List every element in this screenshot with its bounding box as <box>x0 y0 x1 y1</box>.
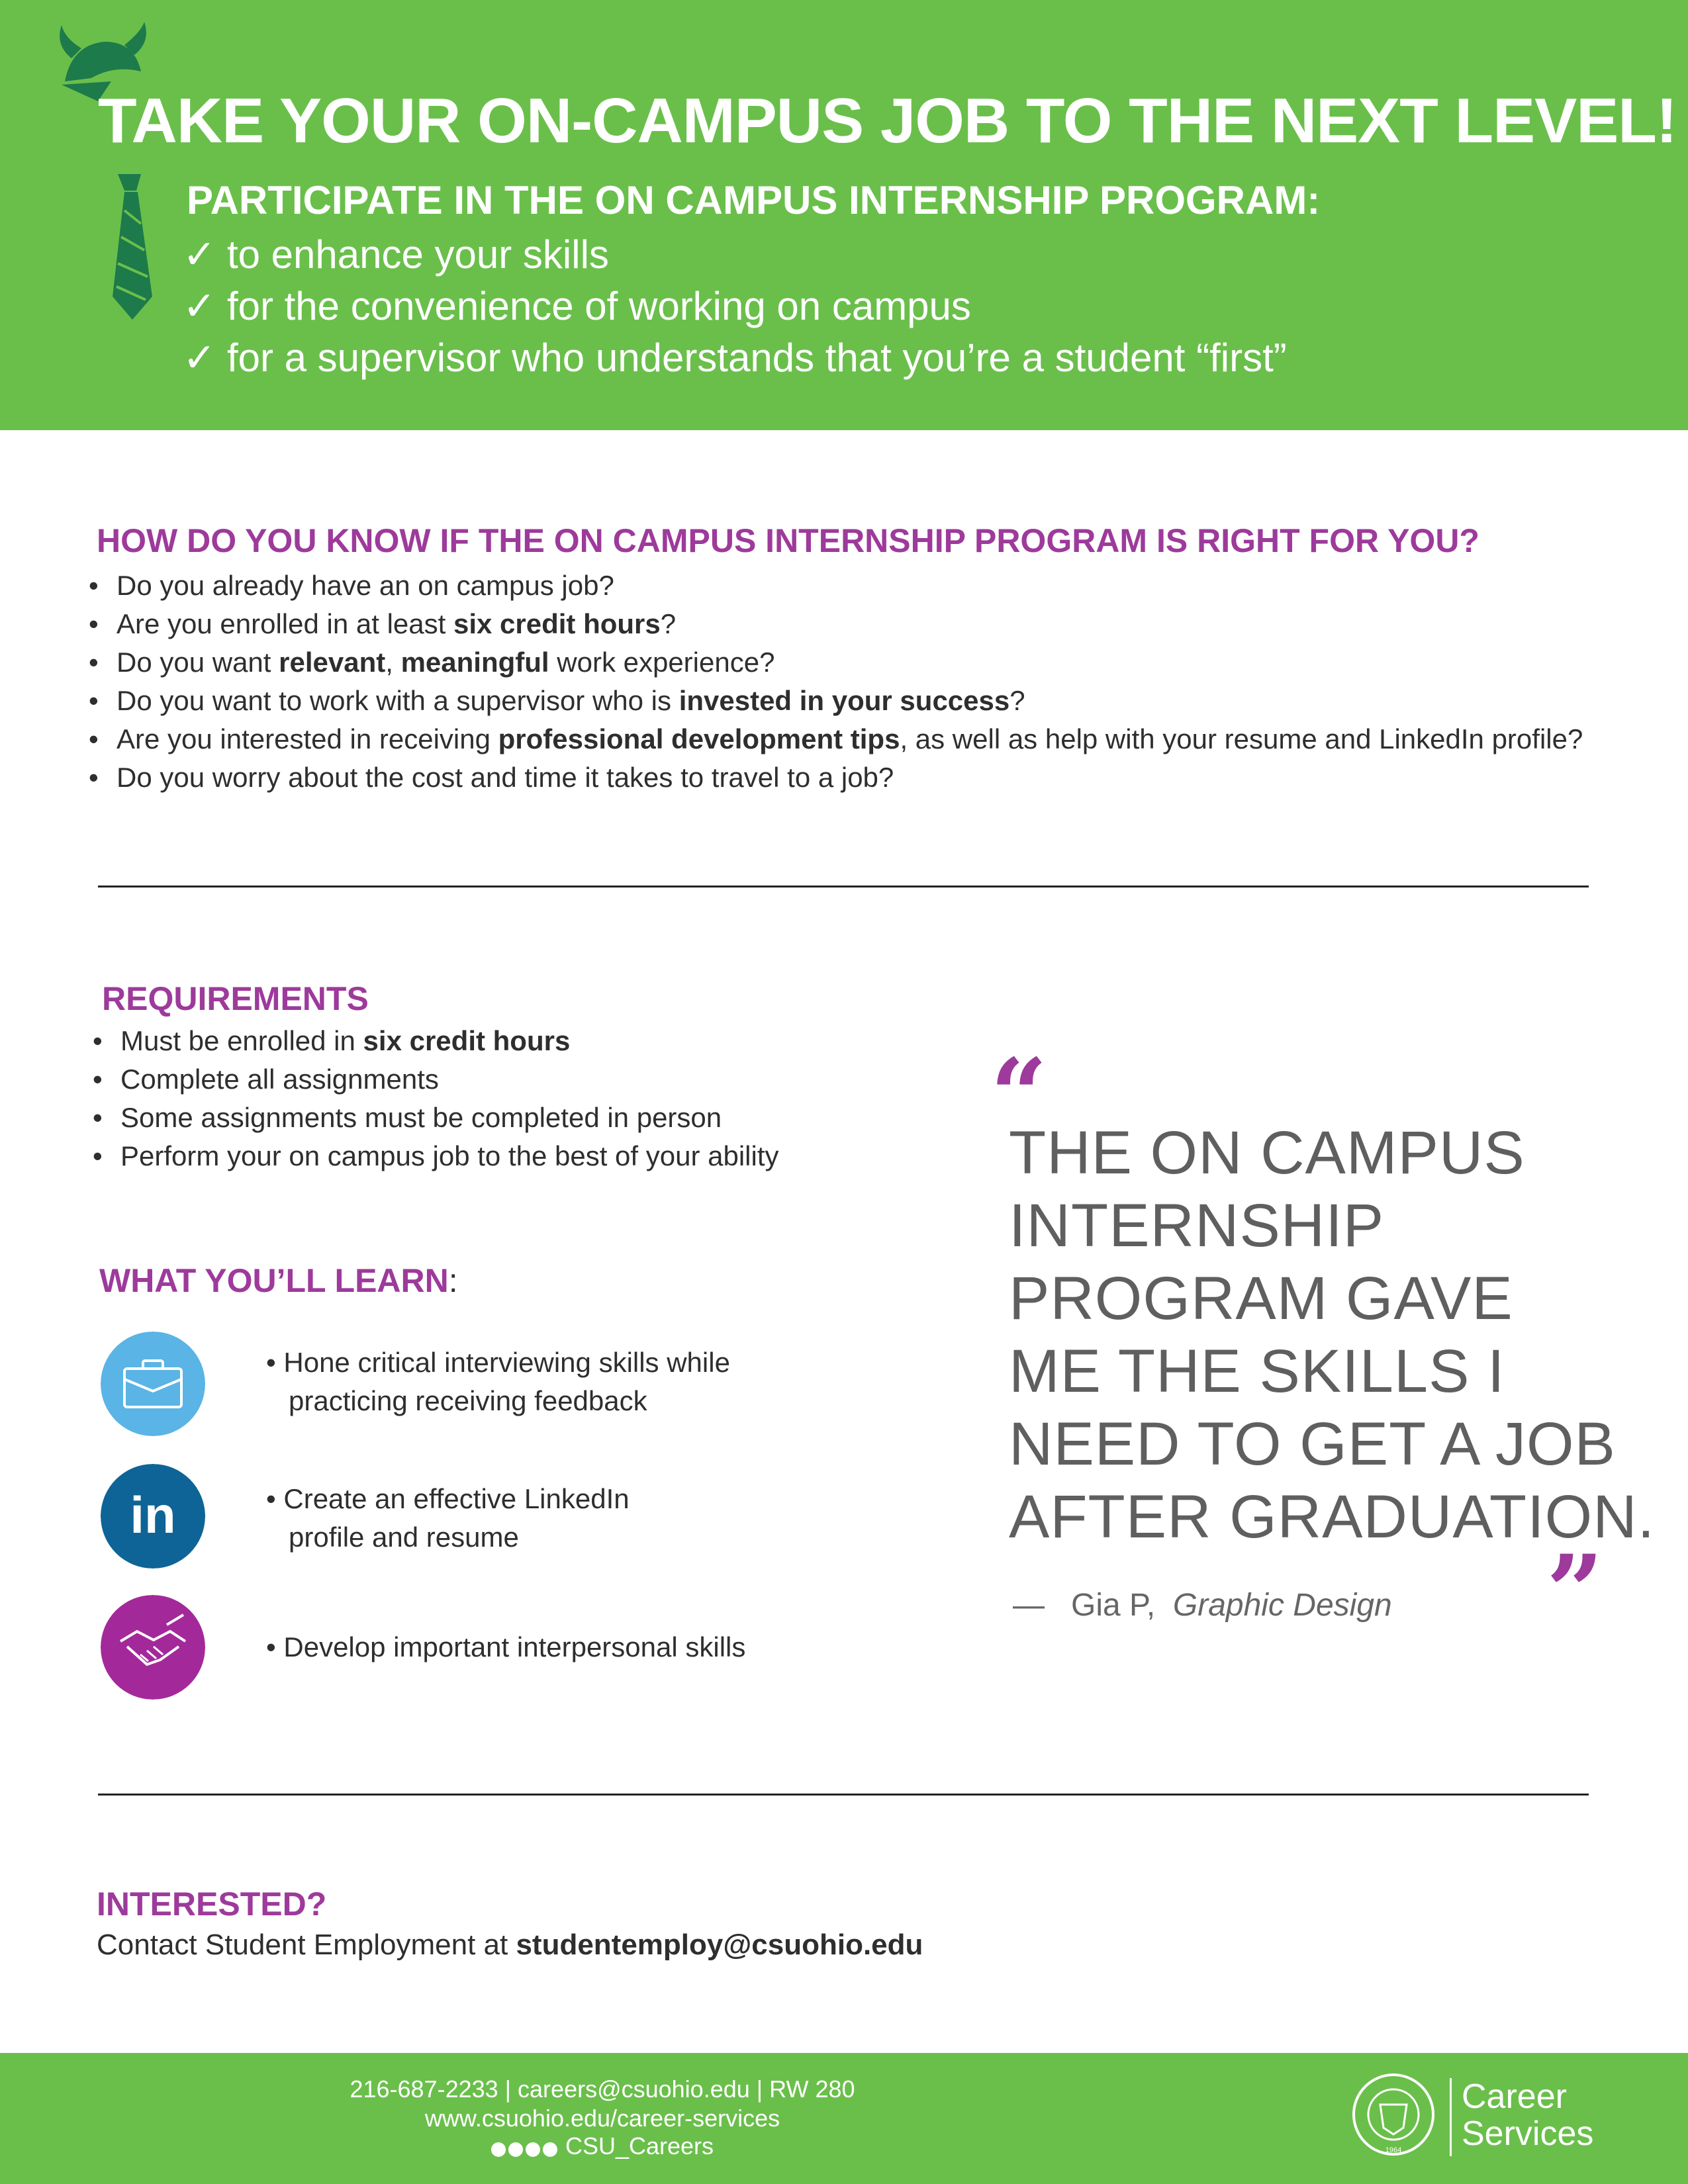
brand-services: Services <box>1462 2115 1594 2153</box>
twitter-icon[interactable] <box>526 2142 540 2157</box>
benefit-item: ✓ for the convenience of working on campus <box>183 284 971 328</box>
brand-career: Career <box>1462 2077 1567 2116</box>
linkedin-small-icon[interactable] <box>543 2142 557 2157</box>
briefcase-icon <box>101 1332 205 1436</box>
footer-contact: 216-687-2233 | careers@csuohio.edu | RW 280 <box>350 2075 855 2103</box>
right-for-you-heading: HOW DO YOU KNOW IF THE ON CAMPUS INTERNSHIP PROGRAM IS RIGHT FOR YOU? <box>97 522 1479 559</box>
list-item: • Do you worry about the cost and time it takes to travel to a job? <box>89 758 1583 797</box>
footer-social <box>0 2132 1205 2161</box>
benefit-item: ✓ for a supervisor who understands that you’re a student “first” <box>183 336 1287 380</box>
list-item: • Some assignments must be completed in person <box>93 1099 779 1137</box>
quote-line: ME THE SKILLS I <box>1009 1338 1505 1405</box>
facebook-icon[interactable] <box>508 2142 523 2157</box>
instagram-icon[interactable] <box>491 2142 506 2157</box>
learn-heading: WHAT YOU’LL LEARN: <box>99 1262 458 1299</box>
program-subtitle: PARTICIPATE IN THE ON CAMPUS INTERNSHIP PROGRAM: <box>187 178 1321 222</box>
svg-text:1964: 1964 <box>1385 2146 1402 2154</box>
learn-item: • Develop important interpersonal skills <box>266 1631 746 1662</box>
social-icons <box>491 2134 560 2161</box>
benefit-item: ✓ to enhance your skills <box>183 232 609 277</box>
list-item: • Perform your on campus job to the best of your ability <box>93 1137 779 1175</box>
linkedin-icon <box>101 1464 205 1569</box>
necktie-icon <box>105 171 158 323</box>
list-item: • Do you want to work with a supervisor who is invested in your success? <box>89 682 1583 720</box>
list-item: • Are you interested in receiving professional development tips, as well as help with your resume and LinkedIn profile? <box>89 720 1583 758</box>
quote-line: THE ON CAMPUS <box>1009 1119 1525 1187</box>
svg-text:in: in <box>130 1486 176 1544</box>
contact-email[interactable]: studentemploy@csuohio.edu <box>516 1929 923 1961</box>
right-for-you-list <box>89 567 1583 797</box>
university-seal-icon <box>1350 2071 1436 2158</box>
list-item: • Do you already have an on campus job? <box>89 567 1583 605</box>
contact-line: Contact Student Employment at studentemploy@csuohio.edu <box>97 1929 923 1961</box>
list-item: • Must be enrolled in six credit hours <box>93 1022 779 1060</box>
interested-heading: INTERESTED? <box>97 1886 327 1923</box>
quote-line: NEED TO GET A JOB <box>1009 1410 1616 1478</box>
handshake-icon <box>101 1595 205 1700</box>
open-quote-mark: “ <box>990 1037 1048 1154</box>
quote-line: AFTER GRADUATION. <box>1009 1483 1656 1551</box>
page-title: TAKE YOUR ON-CAMPUS JOB TO THE NEXT LEVEL! <box>98 85 1677 156</box>
requirements-heading: REQUIREMENTS <box>102 980 369 1017</box>
learn-item: • Create an effective LinkedIn profile and resume <box>266 1483 630 1553</box>
divider <box>98 1794 1589 1796</box>
footer-website[interactable]: www.csuohio.edu/career-services <box>424 2105 780 2132</box>
brand-divider <box>1450 2078 1452 2156</box>
learn-item: • Hone critical interviewing skills while practicing receiving feedback <box>266 1347 730 1416</box>
divider <box>98 886 1589 887</box>
quote-line: PROGRAM GAVE <box>1009 1265 1513 1332</box>
list-item: • Are you enrolled in at least six credit hours? <box>89 605 1583 643</box>
list-item: • Do you want relevant, meaningful work experience? <box>89 643 1583 682</box>
list-item: • Complete all assignments <box>93 1060 779 1099</box>
close-quote-mark: ” <box>1546 1533 1604 1650</box>
requirements-list <box>93 1022 779 1175</box>
quote-attribution: — Gia P, Graphic Design <box>1013 1588 1392 1623</box>
social-handle: CSU_Careers <box>565 2132 714 2160</box>
quote-line: INTERNSHIP <box>1009 1192 1385 1259</box>
